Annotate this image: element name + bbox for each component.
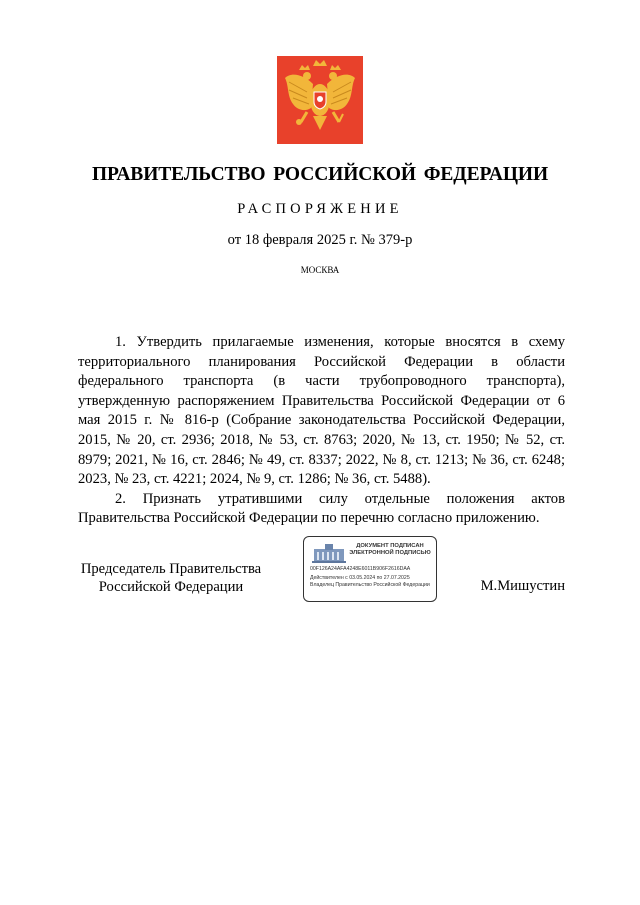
signer-position-line-1: Председатель Правительства [80, 561, 262, 577]
paragraph-1: 1. Утвердить прилагаемые изменения, которые вносятся в схему территориального планирования Российской Федерации в области федерального транспорта (в части трубопроводного транспорта), утвержденную распоряжением Правительства Российской Федерации от 6 мая 2015 г. № 816-р (Собрание законодательства Российской Федерации, 2015, № 20, ст. 2936; 2018, № 53, ст. 8763; 2020, № 13, ст. 1950; № 52, ст. 8979; 2021, № 16, ст. 2846; № 49, ст. 8337; 2022, № 8, ст. 1213; № 36, ст. 6248; 2023, № 23, ст. 4221; 2024, № 9, ст. 1286; № 36, ст. 5488). [78, 334, 565, 488]
paragraph-2: 2. Признать утратившими силу отдельные положения актов Правительства Российской Федерации по перечню согласно приложению. [78, 490, 565, 527]
stamp-validity: Действителен с 03.05.2024 по 27.07.2025 [310, 575, 410, 581]
stamp-title-line-1: ДОКУМЕНТ ПОДПИСАН [356, 543, 424, 549]
document-date-number: от 18 февраля 2025 г. № 379-р [227, 232, 413, 248]
government-title: ПРАВИТЕЛЬСТВО РОССИЙСКОЙ ФЕДЕРАЦИИ [91, 164, 549, 185]
signer-name: М.Мишустин [480, 578, 565, 594]
document-type: РАСПОРЯЖЕНИЕ [237, 201, 403, 217]
document-city: МОСКВА [300, 265, 340, 275]
government-building-icon [312, 544, 346, 563]
stamp-certificate-number: 00F126A24AFA4248E6011B906F2616DAA [310, 566, 411, 572]
coat-of-arms-icon [277, 56, 363, 144]
signer-position [62, 560, 280, 596]
stamp-owner: Владелец Правительство Российской Федерации [310, 582, 430, 588]
document-body [78, 333, 565, 529]
stamp-title [346, 543, 434, 557]
signer-position-line-2: Российской Федерации [98, 579, 244, 595]
electronic-signature-stamp [303, 536, 437, 602]
stamp-title-line-2: ЭЛЕКТРОННОЙ ПОДПИСЬЮ [349, 550, 431, 557]
